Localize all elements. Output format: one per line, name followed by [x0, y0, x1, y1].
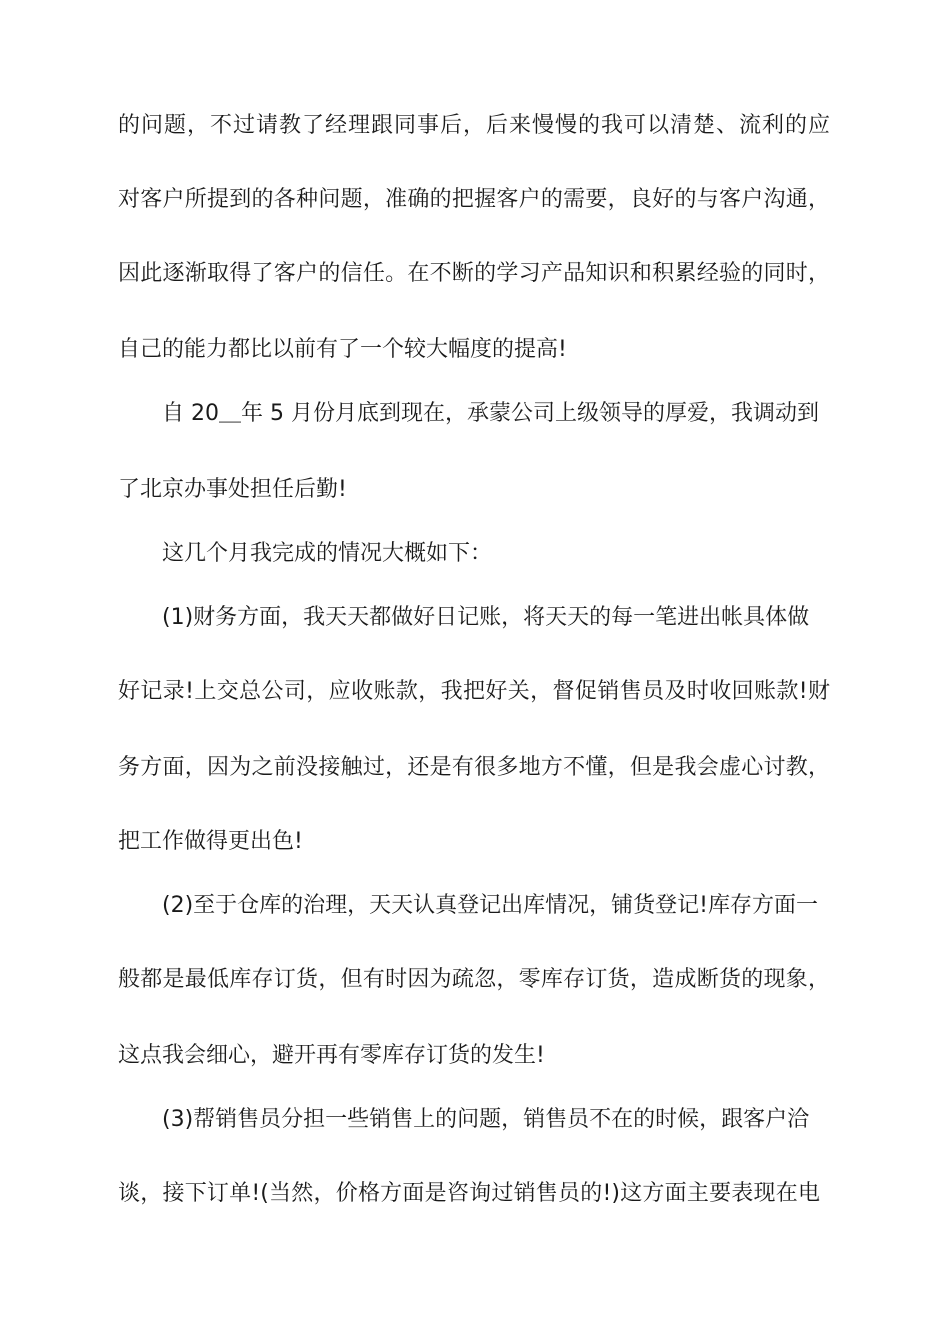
text-line: 因此逐渐取得了客户的信任。在不断的学习产品知识和积累经验的同时， [118, 261, 830, 286]
text-line: 般都是最低库存订货，但有时因为疏忽，零库存订货，造成断货的现象， [118, 967, 830, 992]
paragraph-first-line: 这几个月我完成的情况大概如下： [162, 541, 493, 566]
paragraph-first-line: (2)至于仓库的治理，天天认真登记出库情况，铺货登记!库存方面一 [162, 893, 818, 918]
text-line: 的问题，不过请教了经理跟同事后，后来慢慢的我可以清楚、流利的应 [118, 113, 830, 138]
text-line: 好记录!上交总公司，应收账款，我把好关，督促销售员及时收回账款!财 [118, 679, 830, 704]
text-line: 了北京办事处担任后勤! [118, 477, 347, 502]
text-line: 对客户所提到的各种问题，准确的把握客户的需要，良好的与客户沟通， [118, 187, 830, 212]
paragraph-first-line: (3)帮销售员分担一些销售上的问题，销售员不在的时候，跟客户洽 [162, 1107, 810, 1132]
text-line: 这点我会细心，避开再有零库存订货的发生! [118, 1043, 545, 1068]
paragraph-first-line: 自 20＿年 5 月份月底到现在，承蒙公司上级领导的厚爱，我调动到 [162, 401, 819, 426]
text-line: 自己的能力都比以前有了一个较大幅度的提高! [118, 337, 567, 362]
paragraph-first-line: (1)财务方面，我天天都做好日记账，将天天的每一笔进出帐具体做 [162, 605, 810, 630]
text-line: 把工作做得更出色! [118, 829, 303, 854]
text-line: 谈，接下订单!(当然，价格方面是咨询过销售员的!)这方面主要表现在电 [118, 1181, 820, 1206]
text-line: 务方面，因为之前没接触过，还是有很多地方不懂，但是我会虚心讨教， [118, 755, 830, 780]
